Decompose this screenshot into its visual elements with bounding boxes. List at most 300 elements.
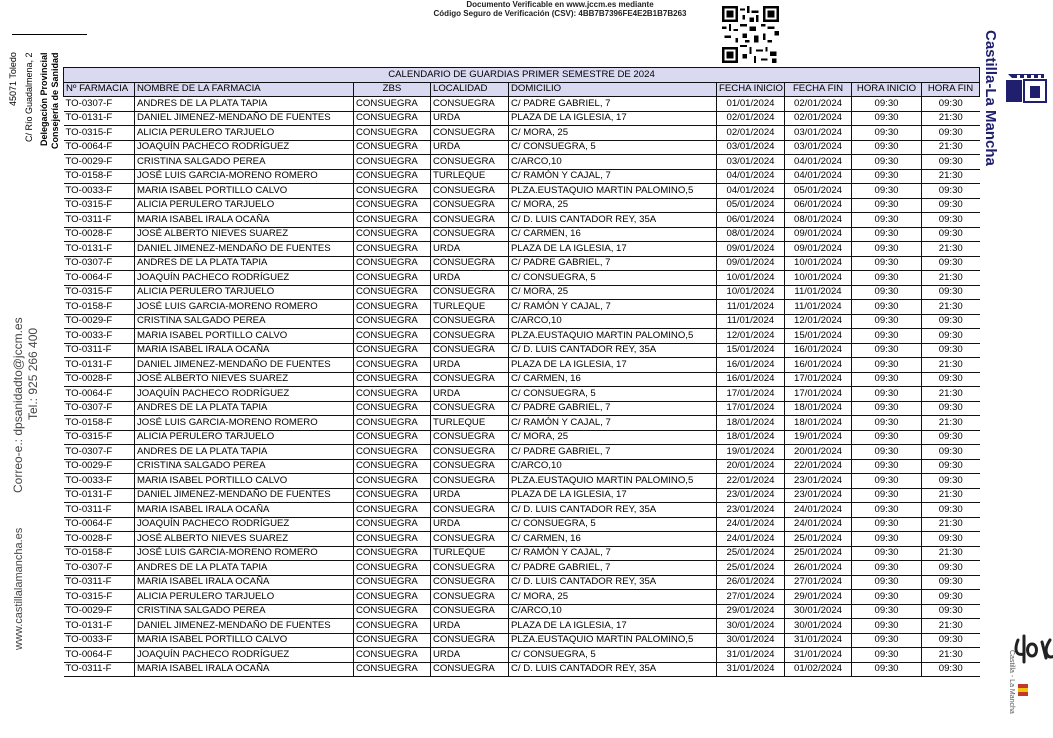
cell-numero: TO-0315-F [64,590,135,605]
cell-fecha-inicio: 09/01/2024 [717,242,785,257]
cell-localidad: URDA [431,358,509,373]
cell-hora-inicio: 09:30 [852,227,922,242]
cell-nombre: MARIA ISABEL PORTILLO CALVO [135,633,354,648]
table-row [64,97,980,112]
cell-hora-inicio: 09:30 [852,372,922,387]
cell-nombre: DANIEL JIMENEZ-MENDAÑO DE FUENTES [135,358,354,373]
cell-localidad: CONSUEGRA [431,575,509,590]
cell-domicilio: PLZA.EUSTAQUIO MARTIN PALOMINO,5 [509,633,717,648]
cell-zbs: CONSUEGRA [354,213,431,228]
cell-fecha-inicio: 03/01/2024 [717,155,785,170]
cell-domicilio: C/ CONSUEGRA, 5 [509,140,717,155]
cell-hora-fin: 09:30 [922,633,980,648]
cell-numero: TO-0029-F [64,314,135,329]
cell-localidad: CONSUEGRA [431,256,509,271]
cell-numero: TO-0033-F [64,474,135,489]
cell-domicilio: C/ CARMEN, 16 [509,532,717,547]
cell-localidad: CONSUEGRA [431,227,509,242]
cell-zbs: CONSUEGRA [354,155,431,170]
cell-hora-fin: 09:30 [922,155,980,170]
cell-zbs: CONSUEGRA [354,111,431,126]
cell-hora-fin: 09:30 [922,372,980,387]
cell-hora-fin: 09:30 [922,256,980,271]
cell-zbs: CONSUEGRA [354,372,431,387]
cell-domicilio: C/ MORA, 25 [509,430,717,445]
cell-localidad: CONSUEGRA [431,213,509,228]
cell-hora-fin: 21:30 [922,488,980,503]
qr-code [722,6,779,63]
cell-numero: TO-0033-F [64,329,135,344]
cell-domicilio: C/ D. LUIS CANTADOR REY, 35A [509,662,717,677]
cell-hora-inicio: 09:30 [852,488,922,503]
cell-fecha-fin: 03/01/2024 [785,140,852,155]
cell-localidad: CONSUEGRA [431,155,509,170]
cell-hora-inicio: 09:30 [852,474,922,489]
col-header-numero: Nº FARMACIA [64,82,135,97]
table-row [64,619,980,634]
cell-nombre: CRISTINA SALGADO PEREA [135,155,354,170]
cell-hora-fin: 09:30 [922,662,980,677]
cell-hora-fin: 09:30 [922,401,980,416]
cell-numero: TO-0315-F [64,285,135,300]
cell-zbs: CONSUEGRA [354,271,431,286]
cell-fecha-fin: 18/01/2024 [785,401,852,416]
cell-fecha-fin: 23/01/2024 [785,474,852,489]
table-row [64,358,980,373]
cell-fecha-inicio: 23/01/2024 [717,488,785,503]
table-row [64,126,980,141]
cell-nombre: JOAQUÍN PACHECO RODRÍGUEZ [135,648,354,663]
sidebar-address: C/ Río Guadalmena, 2 [24,52,34,142]
cell-nombre: DANIEL JIMENEZ-MENDAÑO DE FUENTES [135,488,354,503]
cell-zbs: CONSUEGRA [354,169,431,184]
cell-hora-fin: 09:30 [922,227,980,242]
sidebar-web: www.castillalamancha.es [13,527,25,650]
table-row [64,242,980,257]
cell-fecha-fin: 16/01/2024 [785,358,852,373]
cell-numero: TO-0029-F [64,604,135,619]
cell-fecha-fin: 22/01/2024 [785,459,852,474]
col-header-fecha-fin: FECHA FIN [785,82,852,97]
cell-domicilio: C/ CARMEN, 16 [509,227,717,242]
regional-signature-logo-icon [1012,632,1053,712]
table-row [64,387,980,402]
cell-fecha-fin: 09/01/2024 [785,242,852,257]
cell-nombre: MARIA ISABEL PORTILLO CALVO [135,474,354,489]
table-row [64,503,980,518]
cell-domicilio: PLAZA DE LA IGLESIA, 17 [509,111,717,126]
cell-numero: TO-0307-F [64,561,135,576]
cell-zbs: CONSUEGRA [354,329,431,344]
cell-zbs: CONSUEGRA [354,633,431,648]
table-body [64,97,980,677]
table-row [64,285,980,300]
cell-hora-inicio: 09:30 [852,604,922,619]
table-row [64,271,980,286]
cell-zbs: CONSUEGRA [354,343,431,358]
table-row [64,140,980,155]
col-header-hora-fin: HORA FIN [922,82,980,97]
cell-domicilio: PLAZA DE LA IGLESIA, 17 [509,619,717,634]
cell-numero: TO-0028-F [64,372,135,387]
cell-hora-inicio: 09:30 [852,198,922,213]
cell-hora-fin: 09:30 [922,198,980,213]
cell-domicilio: C/ MORA, 25 [509,590,717,605]
cell-fecha-inicio: 08/01/2024 [717,227,785,242]
cell-hora-inicio: 09:30 [852,416,922,431]
cell-fecha-fin: 09/01/2024 [785,227,852,242]
cell-domicilio: C/ RAMÓN Y CAJAL, 7 [509,300,717,315]
cell-numero: TO-0029-F [64,459,135,474]
cell-fecha-inicio: 17/01/2024 [717,387,785,402]
cell-fecha-fin: 16/01/2024 [785,343,852,358]
cell-hora-fin: 21:30 [922,271,980,286]
cell-hora-fin: 21:30 [922,546,980,561]
cell-fecha-fin: 02/01/2024 [785,111,852,126]
cell-hora-inicio: 09:30 [852,430,922,445]
cell-hora-inicio: 09:30 [852,285,922,300]
cell-hora-fin: 09:30 [922,459,980,474]
cell-numero: TO-0033-F [64,184,135,199]
cell-numero: TO-0311-F [64,503,135,518]
cell-localidad: URDA [431,648,509,663]
cell-nombre: MARIA ISABEL IRALA OCAÑA [135,213,354,228]
cell-localidad: CONSUEGRA [431,198,509,213]
cell-fecha-inicio: 06/01/2024 [717,213,785,228]
cell-zbs: CONSUEGRA [354,604,431,619]
cell-hora-fin: 09:30 [922,561,980,576]
verification-line-1: Documento Verificable en www.jccm.es mediante [466,0,654,9]
cell-fecha-inicio: 26/01/2024 [717,575,785,590]
cell-fecha-fin: 18/01/2024 [785,416,852,431]
cell-fecha-fin: 10/01/2024 [785,256,852,271]
cell-hora-fin: 09:30 [922,575,980,590]
cell-localidad: TURLEQUE [431,300,509,315]
cell-domicilio: PLZA.EUSTAQUIO MARTIN PALOMINO,5 [509,329,717,344]
cell-zbs: CONSUEGRA [354,256,431,271]
cell-fecha-fin: 27/01/2024 [785,575,852,590]
col-header-hora-inicio: HORA INICIO [852,82,922,97]
cell-zbs: CONSUEGRA [354,300,431,315]
cell-hora-inicio: 09:30 [852,546,922,561]
guard-calendar-table [63,67,980,677]
cell-fecha-fin: 25/01/2024 [785,546,852,561]
cell-fecha-inicio: 22/01/2024 [717,474,785,489]
cell-zbs: CONSUEGRA [354,575,431,590]
cell-nombre: ANDRES DE LA PLATA TAPIA [135,97,354,112]
cell-fecha-inicio: 31/01/2024 [717,648,785,663]
cell-fecha-inicio: 30/01/2024 [717,619,785,634]
cell-nombre: JOSÉ LUIS GARCIA-MORENO ROMERO [135,300,354,315]
header-rule [12,34,87,35]
cell-numero: TO-0311-F [64,662,135,677]
cell-nombre: CRISTINA SALGADO PEREA [135,459,354,474]
cell-hora-inicio: 09:30 [852,300,922,315]
cell-fecha-fin: 25/01/2024 [785,532,852,547]
cell-numero: TO-0307-F [64,256,135,271]
cell-hora-inicio: 09:30 [852,517,922,532]
cell-zbs: CONSUEGRA [354,126,431,141]
cell-domicilio: C/ PADRE GABRIEL, 7 [509,561,717,576]
cell-localidad: TURLEQUE [431,546,509,561]
cell-domicilio: C/ CONSUEGRA, 5 [509,517,717,532]
table-row [64,155,980,170]
cell-numero: TO-0064-F [64,648,135,663]
cell-hora-fin: 09:30 [922,343,980,358]
cell-domicilio: C/ARCO,10 [509,155,717,170]
cell-numero: TO-0315-F [64,198,135,213]
cell-domicilio: C/ MORA, 25 [509,285,717,300]
cell-hora-fin: 21:30 [922,140,980,155]
cell-nombre: MARIA ISABEL PORTILLO CALVO [135,184,354,199]
cell-localidad: URDA [431,271,509,286]
cell-numero: TO-0033-F [64,633,135,648]
table-title: CALENDARIO DE GUARDIAS PRIMER SEMESTRE DE 2024 [64,68,980,83]
sidebar-email: Correo-e.: dpsanidadto@jccm.es [11,317,25,493]
cell-hora-inicio: 09:30 [852,532,922,547]
table-row [64,532,980,547]
cell-fecha-inicio: 27/01/2024 [717,590,785,605]
cell-numero: TO-0131-F [64,358,135,373]
table-row [64,604,980,619]
cell-localidad: CONSUEGRA [431,314,509,329]
cell-fecha-fin: 30/01/2024 [785,619,852,634]
cell-zbs: CONSUEGRA [354,474,431,489]
cell-nombre: ALICIA PERULERO TARJUELO [135,590,354,605]
cell-hora-inicio: 09:30 [852,633,922,648]
table-row [64,227,980,242]
sidebar-zip: 45071 Toledo [8,52,18,106]
cell-fecha-fin: 31/01/2024 [785,633,852,648]
cell-fecha-inicio: 02/01/2024 [717,126,785,141]
cell-localidad: CONSUEGRA [431,329,509,344]
cell-zbs: CONSUEGRA [354,314,431,329]
col-header-nombre: NOMBRE DE LA FARMACIA [135,82,354,97]
cell-nombre: MARIA ISABEL IRALA OCAÑA [135,343,354,358]
cell-fecha-inicio: 29/01/2024 [717,604,785,619]
table-row [64,445,980,460]
cell-domicilio: PLZA.EUSTAQUIO MARTIN PALOMINO,5 [509,474,717,489]
cell-fecha-inicio: 24/01/2024 [717,532,785,547]
verification-line-2: Código Seguro de Verificación (CSV): 4BB7B7396FE4E2B1B7B263 [433,9,687,18]
cell-hora-fin: 21:30 [922,648,980,663]
cell-domicilio: C/ PADRE GABRIEL, 7 [509,401,717,416]
cell-localidad: TURLEQUE [431,169,509,184]
cell-hora-inicio: 09:30 [852,445,922,460]
cell-localidad: CONSUEGRA [431,445,509,460]
col-header-fecha-inicio: FECHA INICIO [717,82,785,97]
table-row [64,184,980,199]
cell-numero: TO-0307-F [64,445,135,460]
cell-fecha-fin: 03/01/2024 [785,126,852,141]
cell-hora-fin: 09:30 [922,474,980,489]
cell-numero: TO-0307-F [64,401,135,416]
cell-fecha-fin: 31/01/2024 [785,648,852,663]
cell-domicilio: C/ D. LUIS CANTADOR REY, 35A [509,503,717,518]
cell-nombre: CRISTINA SALGADO PEREA [135,604,354,619]
cell-zbs: CONSUEGRA [354,546,431,561]
cell-fecha-fin: 30/01/2024 [785,604,852,619]
cell-numero: TO-0064-F [64,387,135,402]
sidebar-phone: Tel.: 925 266 400 [26,328,40,421]
cell-numero: TO-0131-F [64,111,135,126]
cell-hora-inicio: 09:30 [852,387,922,402]
cell-hora-fin: 21:30 [922,358,980,373]
col-header-zbs: ZBS [354,82,431,97]
cell-hora-inicio: 09:30 [852,169,922,184]
cell-fecha-fin: 23/01/2024 [785,488,852,503]
cell-localidad: CONSUEGRA [431,590,509,605]
cell-numero: TO-0158-F [64,169,135,184]
cell-zbs: CONSUEGRA [354,97,431,112]
cell-nombre: ANDRES DE LA PLATA TAPIA [135,401,354,416]
cell-hora-fin: 21:30 [922,387,980,402]
cell-numero: TO-0131-F [64,619,135,634]
cell-localidad: CONSUEGRA [431,126,509,141]
cell-hora-inicio: 09:30 [852,184,922,199]
cell-localidad: CONSUEGRA [431,662,509,677]
cell-nombre: JOSÉ ALBERTO NIEVES SUAREZ [135,532,354,547]
cell-domicilio: C/ CARMEN, 16 [509,372,717,387]
cell-hora-fin: 09:30 [922,184,980,199]
cell-nombre: JOAQUÍN PACHECO RODRÍGUEZ [135,387,354,402]
cell-domicilio: PLAZA DE LA IGLESIA, 17 [509,488,717,503]
table-row [64,459,980,474]
cell-localidad: URDA [431,619,509,634]
cell-fecha-fin: 26/01/2024 [785,561,852,576]
cell-localidad: CONSUEGRA [431,474,509,489]
cell-nombre: ANDRES DE LA PLATA TAPIA [135,256,354,271]
cell-domicilio: C/ D. LUIS CANTADOR REY, 35A [509,343,717,358]
cell-hora-fin: 09:30 [922,329,980,344]
table-row [64,213,980,228]
cell-fecha-inicio: 04/01/2024 [717,184,785,199]
cell-hora-inicio: 09:30 [852,213,922,228]
cell-domicilio: C/ARCO,10 [509,459,717,474]
table-row [64,662,980,677]
cell-zbs: CONSUEGRA [354,416,431,431]
cell-zbs: CONSUEGRA [354,488,431,503]
cell-hora-inicio: 09:30 [852,401,922,416]
cell-zbs: CONSUEGRA [354,445,431,460]
cell-numero: TO-0028-F [64,532,135,547]
cell-numero: TO-0311-F [64,343,135,358]
cell-domicilio: PLAZA DE LA IGLESIA, 17 [509,242,717,257]
cell-fecha-inicio: 25/01/2024 [717,546,785,561]
cell-fecha-fin: 04/01/2024 [785,169,852,184]
cell-numero: TO-0028-F [64,227,135,242]
cell-fecha-fin: 11/01/2024 [785,300,852,315]
cell-nombre: CRISTINA SALGADO PEREA [135,314,354,329]
cell-nombre: MARIA ISABEL IRALA OCAÑA [135,503,354,518]
cell-nombre: ALICIA PERULERO TARJUELO [135,126,354,141]
cell-fecha-inicio: 04/01/2024 [717,169,785,184]
cell-nombre: MARIA ISABEL IRALA OCAÑA [135,575,354,590]
table-row [64,416,980,431]
cell-hora-fin: 21:30 [922,242,980,257]
cell-zbs: CONSUEGRA [354,459,431,474]
cell-zbs: CONSUEGRA [354,648,431,663]
cell-nombre: DANIEL JIMENEZ-MENDAÑO DE FUENTES [135,242,354,257]
cell-localidad: CONSUEGRA [431,372,509,387]
cell-zbs: CONSUEGRA [354,401,431,416]
cell-domicilio: C/ PADRE GABRIEL, 7 [509,445,717,460]
cell-fecha-inicio: 11/01/2024 [717,314,785,329]
cell-hora-inicio: 09:30 [852,271,922,286]
cell-fecha-inicio: 02/01/2024 [717,111,785,126]
cell-numero: TO-0131-F [64,242,135,257]
cell-zbs: CONSUEGRA [354,140,431,155]
castle-logo-icon [1004,66,1048,104]
cell-domicilio: C/ RAMÓN Y CAJAL, 7 [509,169,717,184]
cell-zbs: CONSUEGRA [354,662,431,677]
cell-fecha-fin: 29/01/2024 [785,590,852,605]
col-header-domicilio: DOMICILIO [509,82,717,97]
cell-hora-fin: 09:30 [922,532,980,547]
cell-localidad: CONSUEGRA [431,401,509,416]
cell-localidad: URDA [431,517,509,532]
cell-fecha-inicio: 30/01/2024 [717,633,785,648]
table-row [64,633,980,648]
cell-hora-inicio: 09:30 [852,561,922,576]
table-row [64,372,980,387]
cell-zbs: CONSUEGRA [354,619,431,634]
cell-fecha-fin: 10/01/2024 [785,271,852,286]
cell-fecha-inicio: 31/01/2024 [717,662,785,677]
cell-localidad: CONSUEGRA [431,604,509,619]
cell-hora-inicio: 09:30 [852,343,922,358]
cell-domicilio: PLZA.EUSTAQUIO MARTIN PALOMINO,5 [509,184,717,199]
cell-domicilio: C/ CONSUEGRA, 5 [509,387,717,402]
table-row [64,169,980,184]
table-row [64,256,980,271]
cell-nombre: MARIA ISABEL PORTILLO CALVO [135,329,354,344]
cell-localidad: CONSUEGRA [431,430,509,445]
cell-zbs: CONSUEGRA [354,532,431,547]
cell-numero: TO-0064-F [64,140,135,155]
cell-localidad: CONSUEGRA [431,343,509,358]
cell-fecha-inicio: 18/01/2024 [717,416,785,431]
cell-hora-inicio: 09:30 [852,648,922,663]
cell-domicilio: C/ RAMÓN Y CAJAL, 7 [509,546,717,561]
cell-hora-inicio: 09:30 [852,662,922,677]
cell-fecha-fin: 05/01/2024 [785,184,852,199]
cell-localidad: CONSUEGRA [431,633,509,648]
cell-fecha-inicio: 09/01/2024 [717,256,785,271]
table-row [64,314,980,329]
cell-hora-fin: 09:30 [922,97,980,112]
signature-caption: Castilla - La Mancha [1008,650,1015,714]
cell-hora-fin: 21:30 [922,619,980,634]
cell-domicilio: C/ PADRE GABRIEL, 7 [509,97,717,112]
cell-fecha-inicio: 16/01/2024 [717,372,785,387]
cell-fecha-fin: 24/01/2024 [785,503,852,518]
cell-hora-inicio: 09:30 [852,314,922,329]
table-header-row [64,82,980,97]
cell-domicilio: C/ MORA, 25 [509,126,717,141]
cell-localidad: CONSUEGRA [431,561,509,576]
cell-hora-inicio: 09:30 [852,256,922,271]
cell-localidad: CONSUEGRA [431,459,509,474]
table-row [64,198,980,213]
cell-fecha-inicio: 23/01/2024 [717,503,785,518]
table-row [64,111,980,126]
cell-nombre: DANIEL JIMENEZ-MENDAÑO DE FUENTES [135,111,354,126]
cell-nombre: JOSÉ LUIS GARCIA-MORENO ROMERO [135,546,354,561]
cell-fecha-inicio: 10/01/2024 [717,285,785,300]
cell-localidad: CONSUEGRA [431,532,509,547]
cell-fecha-fin: 15/01/2024 [785,329,852,344]
